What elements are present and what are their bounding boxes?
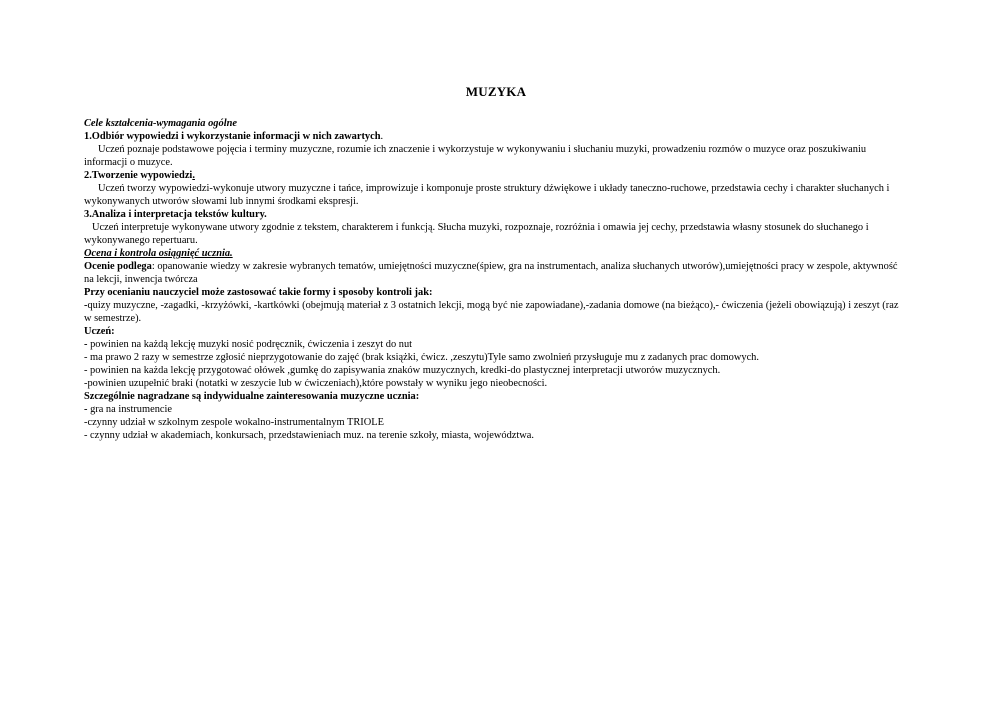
uczen-item-text: powinien na każdą lekcję muzyki nosić podręcznik, ćwiczenia i zeszyt do nut <box>87 339 413 350</box>
uczen-item <box>84 338 904 351</box>
forms-paragraph <box>84 299 904 325</box>
ocena-label: Ocenie podlega <box>84 261 152 272</box>
nagr-dash: - <box>84 404 88 415</box>
section-2-body: Uczeń tworzy wypowiedzi-wykonuje utwory muzyczne i tańce, improwizuje i komponuje proste struktury dźwiękowe i układy taneczno-ruchowe, przedstawia cechy i charakter słuchanych i wykonywanych utworów słowami lub innymi środkami ekspresji. <box>84 183 890 207</box>
ocena-body: : opanowanie wiedzy w zakresie wybranych tematów, umiejętności muzyczne(śpiew, gra na instrumentach, analiza słuchanych utworów),umiejętności pracy w zespole, aktywność na lekcji, inwencja twórcza <box>84 261 898 285</box>
nagr-item: -czynny udział w szkolnym zespole wokalno-instrumentalnym TRIOLE <box>84 417 384 428</box>
page-title: MUZYKA <box>465 84 527 99</box>
section-3-heading: 3.Analiza i interpretacja tekstów kultury. <box>84 209 267 220</box>
document-body <box>84 117 904 442</box>
section-1-heading-end: . <box>380 131 384 142</box>
section-2-heading-end: . <box>192 170 195 181</box>
uczen-heading: Uczeń: <box>84 326 115 337</box>
nagr-item-text: gra na instrumencie <box>87 404 173 415</box>
przy-heading: Przy ocenianiu nauczyciel może zastosować takie formy i sposoby kontroli jak: <box>84 287 433 298</box>
forms-body: quizy muzyczne, -zagadki, -krzyżówki, -kartkówki (obejmują materiał z 3 ostatnich lekcji, mogą być nie zapowiadane),-zadania domowe (na bieżąco),- ćwiczenia (jeżeli obowiązują) i zeszyt (raz w semestrze). <box>84 300 899 324</box>
cele-heading: Cele kształcenia-wymagania ogólne <box>84 118 237 129</box>
forms-dash: - <box>84 300 88 311</box>
nagr-item: - czynny udział w akademiach, konkursach, przedstawieniach muz. na terenie szkoły, miasta, województwa. <box>84 430 534 441</box>
section-2-heading-text: 2.Tworzenie wypowiedzi <box>84 170 193 181</box>
uczen-item: -powinien uzupełnić braki (notatki w zeszycie lub w ćwiczeniach),które powstały w wyniku jego nieobecności. <box>84 378 548 389</box>
section-2-heading <box>84 169 904 182</box>
ocena-paragraph <box>84 260 904 286</box>
section-1-heading-text: 1.Odbiór wypowiedzi i wykorzystanie informacji w nich zawartych <box>84 131 381 142</box>
ocena-heading: Ocena i kontrola osiągnięć ucznia. <box>84 248 233 259</box>
uczen-item: - powinien na każda lekcję przygotować ołówek ,gumkę do zapisywania znaków muzycznych, kredki-do plastycznej interpretacji utworów muzycznych. <box>84 365 721 376</box>
section-1-body: Uczeń poznaje podstawowe pojęcia i terminy muzyczne, rozumie ich znaczenie i wykorzystuje w wykonywaniu i słuchaniu muzyki, prowadzeniu rozmów o muzyce oraz poszukiwaniu informacji o muzyce. <box>84 144 867 168</box>
uczen-dash: - <box>84 339 88 350</box>
nagr-item <box>84 403 904 416</box>
section-1-heading <box>84 130 904 143</box>
uczen-item: - ma prawo 2 razy w semestrze zgłosić nieprzygotowanie do zajęć (brak książki, ćwicz. ,zeszytu)Tyle samo zwolnień przysługuje mu z zadanych prac domowych. <box>84 352 759 363</box>
szczegolnie-heading: Szczególnie nagradzane są indywidualne zainteresowania muzyczne ucznia: <box>84 391 420 402</box>
section-3-body: Uczeń interpretuje wykonywane utwory zgodnie z tekstem, charakterem i funkcją. Słucha muzyki, rozpoznaje, rozróżnia i omawia jej cechy, przedstawia własny stosunek do słuchanego i wykonywanego repertuaru. <box>84 222 869 246</box>
